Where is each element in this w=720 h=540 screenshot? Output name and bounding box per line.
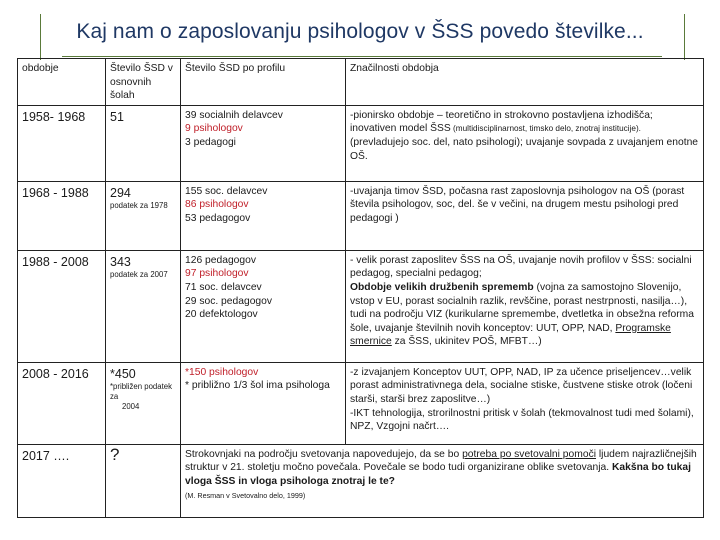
title-underline xyxy=(62,56,662,57)
count-note: podatek za 1978 xyxy=(110,200,168,210)
characteristics-underlined-text: Programske smernice xyxy=(350,322,671,348)
count-note-year: 2004 xyxy=(122,401,140,411)
period-cell: 2008 - 2016 xyxy=(18,362,106,444)
count-cell xyxy=(106,250,181,362)
characteristics-cell xyxy=(346,250,704,362)
profile-line-psychologists: 86 psihologov xyxy=(185,199,249,211)
profile-cell xyxy=(181,105,346,181)
table-header-row xyxy=(18,59,704,106)
header-period: obdobje xyxy=(18,59,106,106)
profile-line: 20 defektologov xyxy=(185,309,258,321)
profile-line: 53 pedagogov xyxy=(185,212,251,224)
header-basic-schools: Število ŠSD v osnovnih šolah xyxy=(106,59,181,106)
table-row xyxy=(18,105,704,181)
title-area xyxy=(0,0,720,58)
characteristics-text: - velik porast zaposlitev ŠSS na OŠ, uvajanje novih profilov v ŠSS: socialni pedagog, specialni pedagog; xyxy=(350,254,692,280)
profile-line: 155 soc. delavcev xyxy=(185,185,268,197)
count-cell xyxy=(106,444,181,517)
profile-line: 3 pedagogi xyxy=(185,136,236,148)
profile-line-psychologists: 9 psihologov xyxy=(185,123,243,135)
profile-cell xyxy=(181,181,346,250)
profile-line: * približno 1/3 šol ima psihologa xyxy=(185,380,330,392)
profile-line-psychologists: 97 psihologov xyxy=(185,268,249,280)
header-characteristics: Značilnosti obdobja xyxy=(346,59,704,106)
characteristics-text: -z izvajanjem Konceptov UUT, OPP, NAD, IP za učence priseljencev…velik porast administrativnega dela, socialne stiske, čustvene stiske otrok (ločeni starši, starši brez zaposlitve…) xyxy=(350,366,693,405)
forecast-question: Kakšna bo tukaj vloga ŠSS in vloga psihologa znotraj le te? xyxy=(185,462,691,487)
characteristics-small-text: (multidisciplinarnost, timsko delo, znotraj institucije). xyxy=(450,124,641,134)
forecast-underlined-text: potreba po svetovalni pomoči xyxy=(462,448,597,460)
forecast-text: ljudem najrazličnejših struktur v 21. stoletju močno povečala. Povečale se bodo tudi organizirane oblike svetovanja. xyxy=(185,448,697,474)
table-row xyxy=(18,250,704,362)
count-note: *približen podatek za xyxy=(110,381,172,401)
characteristics-text: (prevladujejo soc. del, nato psihologi); uvajanje sovpada z uvajanjem enotne OŠ. xyxy=(350,136,699,162)
citation: (M. Resman v Svetovalno delo, 1999) xyxy=(185,490,306,500)
count-cell xyxy=(106,105,181,181)
title-right-rule xyxy=(684,14,685,60)
count-cell xyxy=(106,181,181,250)
count-note: podatek za 2007 xyxy=(110,269,168,279)
count-value: *450 xyxy=(110,366,136,381)
period-cell: 1958- 1968 xyxy=(18,105,106,181)
profile-line: 39 socialnih delavcev xyxy=(185,109,283,121)
profile-cell xyxy=(181,250,346,362)
period-cell: 1988 - 2008 xyxy=(18,250,106,362)
page-title: Kaj nam o zaposlovanju psihologov v ŠSS povedo številke... xyxy=(76,20,644,43)
forecast-text: Strokovnjaki na področju svetovanja napovedujejo, da se bo xyxy=(185,448,463,460)
characteristics-text: -pionirsko obdobje – teoretično in strokovno postavljena izhodišča; inovativen model ŠSS xyxy=(350,109,653,135)
characteristics-text: -IKT tehnologija, strorilnostni pritisk v šolah (tekmovalnost tudi med šolami), NPZ, Vzgojni načrt…. xyxy=(350,407,694,433)
table-row xyxy=(18,444,704,517)
profile-cell xyxy=(181,362,346,444)
period-cell: 2017 …. xyxy=(18,444,106,517)
profile-line-psychologists: *150 psihologov xyxy=(185,366,259,378)
count-value: 51 xyxy=(110,109,124,124)
count-cell xyxy=(106,362,181,444)
characteristics-bold-text: Obdobje velikih družbenih sprememb xyxy=(350,281,534,293)
period-cell: 1968 - 1988 xyxy=(18,181,106,250)
characteristics-text: (vojna za samostojno Slovenijo, vstop v EU, porast socialnih razlik, revščine, porast nestrpnosti, nasilja…), tudi na področju VIZ (kurikularne spremembe, dvetletka in obsežna reforma šole, uvajanje številnih novih konceptov: UUT, OPP, NAD, xyxy=(350,281,694,334)
characteristics-text: za ŠSS, ukinitev POŠ, MFBT…) xyxy=(391,336,542,348)
count-value: 343 xyxy=(110,254,131,269)
profile-line: 71 soc. delavcev xyxy=(185,281,262,293)
header-by-profile: Število ŠSD po profilu xyxy=(181,59,346,106)
count-value: 294 xyxy=(110,185,131,200)
profile-line: 126 pedagogov xyxy=(185,254,257,266)
employment-table xyxy=(17,58,704,518)
profile-line: 29 soc. pedagogov xyxy=(185,295,273,307)
table-row xyxy=(18,181,704,250)
characteristics-cell xyxy=(346,105,704,181)
table-row xyxy=(18,362,704,444)
characteristics-cell xyxy=(346,362,704,444)
forecast-cell xyxy=(181,444,704,517)
count-value-unknown: ? xyxy=(110,444,120,464)
characteristics-cell: -uvajanja timov ŠSD, počasna rast zaposlovnja psihologov na OŠ (porast števila psihologov, soc, del. še v večini, na drugem mestu psihologi pred pedagogi ) xyxy=(346,181,704,250)
